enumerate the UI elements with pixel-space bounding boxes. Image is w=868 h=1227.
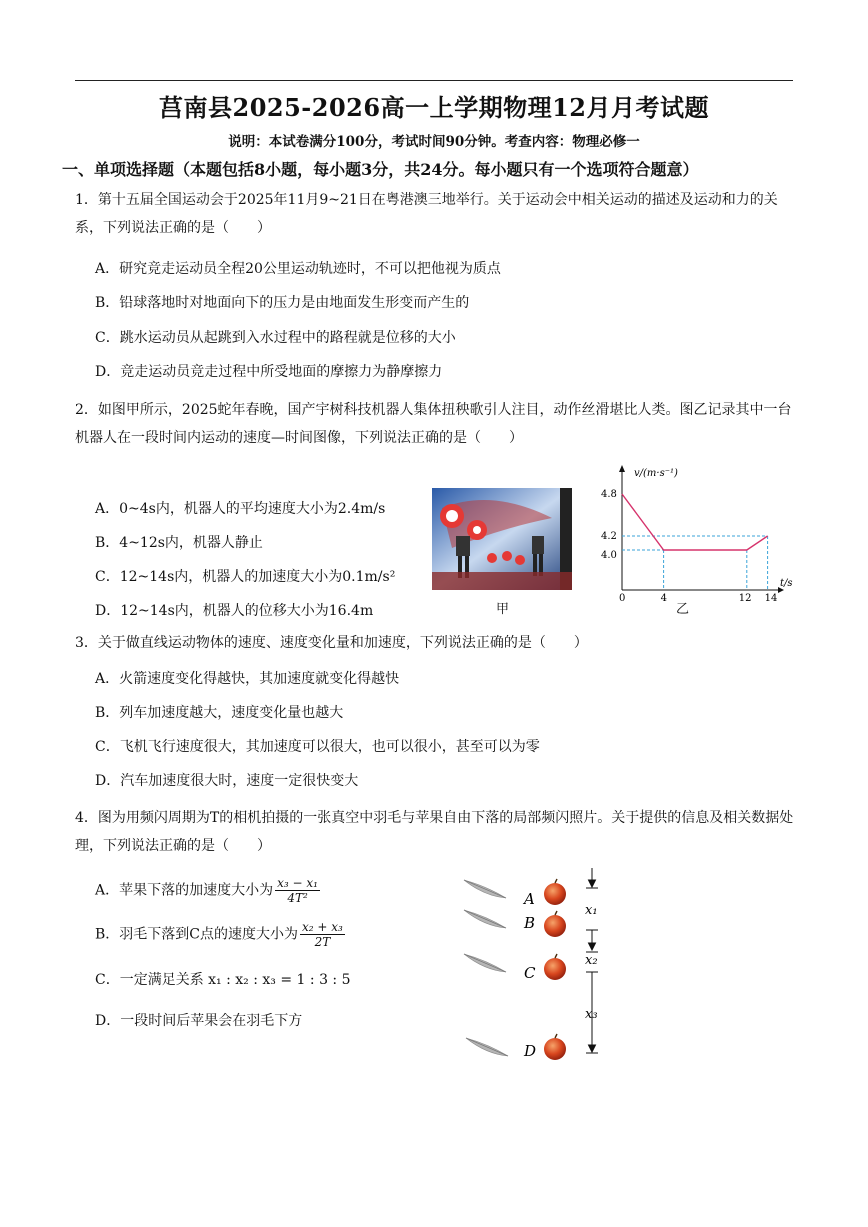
fraction-denominator: 4T²	[287, 891, 308, 905]
point-label-a: A	[524, 890, 535, 908]
apple-icon	[544, 879, 566, 905]
q2-option-c: C．12~14s内，机器人的加速度大小为0.1m/s²	[95, 569, 396, 585]
q1-option-c: C．跳水运动员从起跳到入水过程中的路程就是位移的大小	[95, 330, 456, 346]
header-rule	[75, 80, 793, 81]
figure-a-label: 甲	[496, 602, 510, 617]
q2-option-a: A．0~4s内，机器人的平均速度大小为2.4m/s	[95, 501, 386, 517]
q4-option-d: D．一段时间后苹果会在羽毛下方	[95, 1013, 303, 1029]
q1-option-d: D．竞走运动员竞走过程中所受地面的摩擦力为静摩擦力	[95, 364, 443, 380]
x-axis-label: t/s	[780, 578, 793, 589]
y-tick-label: 4.2	[601, 531, 617, 542]
q2-option-d: D．12~14s内，机器人的位移大小为16.4m	[95, 603, 374, 619]
point-label-d: D	[524, 1042, 537, 1060]
q1-option-b: B．铅球落地时对地面向下的压力是由地面发生形变而产生的	[95, 295, 470, 311]
question-1-stem: 1．第十五届全国运动会于2025年11月9~21日在粤港澳三地举行。关于运动会中相关运动的描述及运动和力的关系，下列说法正确的是（ ）	[75, 192, 778, 236]
q3-option-b: B．列车加速度越大，速度变化量也越大	[95, 705, 344, 721]
figure-b-label: 乙	[676, 602, 690, 617]
q3-option-d: D．汽车加速度很大时，速度一定很快变大	[95, 773, 359, 789]
question-2-stem: 2．如图甲所示，2025蛇年春晚，国产宇树科技机器人集体扭秧歌引人注目，动作丝滑堪比人类。图乙记录其中一台机器人在一段时间内运动的速度—时间图像，下列说法正确的是（ ）	[75, 402, 792, 446]
exam-title: 莒南县2025-2026高一上学期物理12月月考试题	[159, 93, 709, 122]
apple-icon	[544, 954, 566, 980]
velocity-line	[622, 494, 768, 550]
q4-option-b-fraction	[300, 920, 345, 949]
x-tick-label: 12	[738, 593, 752, 602]
fraction-numerator: x₃ − x₁	[277, 876, 318, 890]
feather-icon	[464, 954, 506, 972]
q4-option-b-text: B．羽毛下落到C点的速度大小为	[95, 926, 298, 943]
x-tick-label: 0	[619, 593, 626, 602]
y-tick-label: 4.8	[601, 489, 617, 500]
section-heading: 一、单项选择题（本题包括8小题，每小题3分，共24分。每小题只有一个选项符合题意）	[62, 160, 699, 179]
q3-option-c: C．飞机飞行速度很大，其加速度可以很大，也可以很小，甚至可以为零	[95, 739, 540, 755]
q3-option-a: A．火箭速度变化得越快，其加速度就变化得越快	[95, 671, 400, 687]
point-label-c: C	[524, 964, 536, 982]
question-3-stem: 3．关于做直线运动物体的速度、速度变化量和加速度，下列说法正确的是（ ）	[75, 635, 588, 651]
q4-option-a-text: A．苹果下落的加速度大小为	[95, 882, 274, 899]
x-tick-label: 4	[660, 593, 667, 602]
fraction-numerator: x₂ + x₃	[302, 920, 343, 934]
question-4-stem: 4．图为用频闪周期为T的相机拍摄的一张真空中羽毛与苹果自由下落的局部频闪照片。关于提供的信息及相关数据处理，下列说法正确的是（ ）	[75, 810, 794, 854]
distance-label-x3: x₃	[585, 1007, 598, 1022]
fraction-denominator: 2T	[314, 935, 331, 949]
q4-option-c: C．一定满足关系 x₁ : x₂ : x₃ = 1 : 3 : 5	[95, 972, 351, 988]
q2-option-b: B．4~12s内，机器人静止	[95, 535, 263, 551]
y-tick-label: 4.0	[601, 550, 617, 561]
vt-graph	[600, 462, 800, 602]
y-axis-arrow	[619, 465, 625, 472]
exam-note: 说明：本试卷满分100分，考试时间90分钟。考查内容：物理必修一	[228, 134, 640, 150]
q4-option-a	[95, 876, 320, 905]
robot-photo	[432, 488, 572, 590]
distance-label-x2: x₂	[585, 953, 598, 968]
feather-icon	[466, 1038, 508, 1056]
x-tick-label: 14	[764, 593, 778, 602]
y-axis-label: v/(m·s⁻¹)	[634, 468, 678, 479]
apple-icon	[544, 911, 566, 937]
point-label-b: B	[524, 914, 536, 932]
feather-icon	[464, 910, 506, 928]
strobe-figure	[458, 862, 628, 1067]
q4-option-b	[95, 920, 345, 949]
q4-option-a-fraction	[275, 876, 320, 905]
distance-label-x1: x₁	[585, 903, 598, 918]
apple-icon	[544, 1034, 566, 1060]
q1-option-a: A．研究竞走运动员全程20公里运动轨迹时，不可以把他视为质点	[95, 261, 501, 277]
feather-icon	[464, 880, 506, 898]
